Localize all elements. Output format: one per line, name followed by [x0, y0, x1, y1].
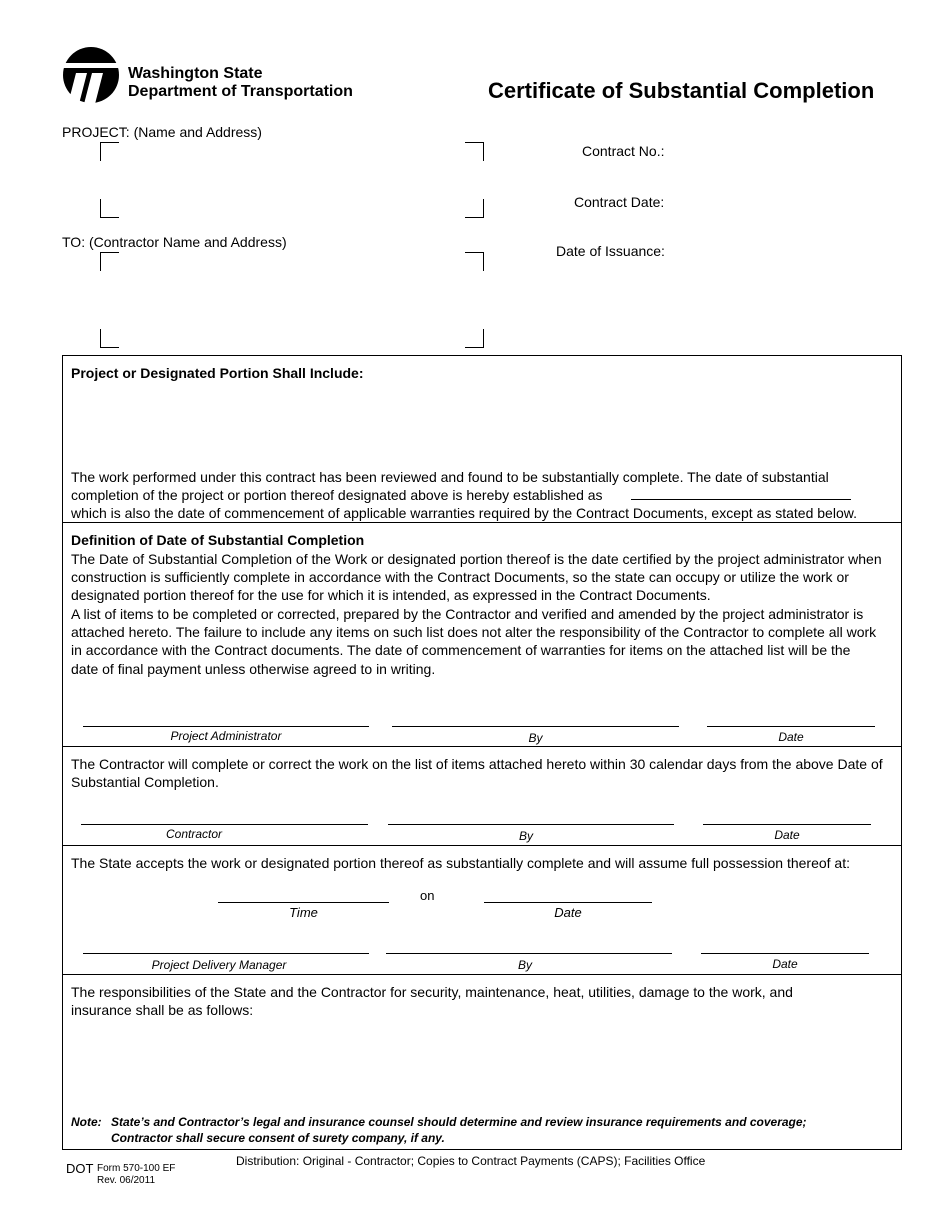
substantial-completion-date-field[interactable] — [631, 499, 851, 500]
section-heading: Project or Designated Portion Shall Include: — [71, 365, 364, 381]
project-administrator-signature-line[interactable] — [83, 726, 369, 727]
contractor-caption: Contractor — [165, 827, 223, 841]
section-definition — [62, 523, 902, 747]
by-caption: By — [528, 731, 543, 745]
by-caption: By — [518, 829, 533, 843]
logo-line-1: Washington State — [128, 65, 263, 82]
to-label: TO: (Contractor Name and Address) — [62, 234, 287, 250]
section-text-line: Substantial Completion. — [71, 774, 219, 790]
footer-revision: Rev. 06/2011 — [97, 1175, 156, 1186]
contract-no-label: Contract No.: — [582, 143, 665, 159]
section-contractor-completion — [62, 747, 902, 846]
date-caption: Date — [778, 730, 804, 744]
date-field-line[interactable] — [484, 902, 652, 903]
definition-line: construction is sufficiently complete in accordance with the Contract Documents, so the state can occupy or utilize the work or — [71, 569, 849, 585]
project-label: PROJECT: (Name and Address) — [62, 124, 262, 140]
project-delivery-manager-caption: Project Delivery Manager — [151, 958, 287, 972]
note-line: Contractor shall secure consent of surety company, if any. — [111, 1131, 445, 1145]
section-text-line: The State accepts the work or designated portion thereof as substantially complete and will assume full possession thereof at: — [71, 855, 850, 871]
definition-line: The Date of Substantial Completion of the Work or designated portion thereof is the date certified by the project administrator when — [71, 551, 882, 567]
section-text-line: The Contractor will complete or correct the work on the list of items attached hereto within 30 calendar days from the above Date of — [71, 756, 883, 772]
date-of-issuance-label: Date of Issuance: — [556, 243, 665, 259]
wsdot-logo-icon — [62, 46, 120, 104]
section-text-line: which is also the date of commencement of applicable warranties required by the Contract Documents, except as stated below. — [71, 505, 857, 521]
section-text-line: insurance shall be as follows: — [71, 1002, 254, 1018]
corner-bottom-left — [100, 329, 119, 348]
contract-date-label: Contract Date: — [574, 194, 665, 210]
contractor-signature-line[interactable] — [81, 824, 368, 825]
by-signature-line[interactable] — [386, 953, 672, 954]
wsdot-logo — [62, 46, 407, 106]
by-signature-line[interactable] — [388, 824, 674, 825]
on-label: on — [420, 888, 435, 903]
logo-line-2: Department of Transportation — [128, 83, 353, 100]
by-caption: By — [517, 958, 532, 972]
section-text-line: The responsibilities of the State and the Contractor for security, maintenance, heat, utilities, damage to the work, and — [71, 984, 793, 1000]
corner-bottom-right — [465, 199, 484, 218]
date-signature-line[interactable] — [701, 953, 869, 954]
footer-dot: DOT — [66, 1161, 94, 1176]
date-caption: Date — [554, 905, 582, 920]
footer-form-number: Form 570-100 EF — [97, 1163, 176, 1174]
section-responsibilities — [62, 975, 902, 1150]
project-delivery-manager-signature-line[interactable] — [83, 953, 369, 954]
corner-top-right — [465, 142, 484, 161]
section-heading: Definition of Date of Substantial Completion — [71, 532, 365, 548]
corner-top-right — [465, 252, 484, 271]
date-caption: Date — [772, 957, 798, 971]
date-signature-line[interactable] — [703, 824, 871, 825]
section-text-line: The work performed under this contract has been reviewed and found to be substantially complete. The date of substantial — [71, 469, 829, 485]
project-administrator-caption: Project Administrator — [170, 729, 282, 743]
project-address-field[interactable] — [100, 142, 484, 218]
corner-bottom-left — [100, 199, 119, 218]
definition-line: in accordance with the Contract documents. The date of commencement of warranties for items on the attached list will be the — [71, 642, 851, 658]
time-field-line[interactable] — [218, 902, 389, 903]
definition-line: attached hereto. The failure to include any items on such list does not alter the responsibility of the Contractor to complete all work — [71, 624, 877, 640]
section-designated-portion — [62, 355, 902, 523]
date-signature-line[interactable] — [707, 726, 875, 727]
time-caption: Time — [289, 905, 318, 920]
corner-top-left — [100, 252, 119, 271]
corner-bottom-right — [465, 329, 484, 348]
note-label: Note: — [71, 1115, 102, 1129]
section-text-line: completion of the project or portion thereof designated above is hereby established as — [71, 487, 603, 503]
footer-distribution: Distribution: Original - Contractor; Copies to Contract Payments (CAPS); Facilities Office — [236, 1154, 706, 1168]
definition-line: A list of items to be completed or corrected, prepared by the Contractor and verified and amended by the project administrator is — [71, 606, 864, 622]
date-caption: Date — [774, 828, 800, 842]
page-title: Certificate of Substantial Completion — [488, 78, 875, 103]
definition-line: designated portion thereof for the use for which it is intended, as expressed in the Contract Documents. — [71, 587, 711, 603]
contractor-address-field[interactable] — [100, 252, 484, 348]
by-signature-line[interactable] — [392, 726, 679, 727]
definition-line: date of final payment unless otherwise agreed to in writing. — [71, 661, 436, 677]
corner-top-left — [100, 142, 119, 161]
note-line: State’s and Contractor’s legal and insurance counsel should determine and review insurance requirements and coverage; — [111, 1115, 807, 1129]
section-state-acceptance — [62, 846, 902, 975]
